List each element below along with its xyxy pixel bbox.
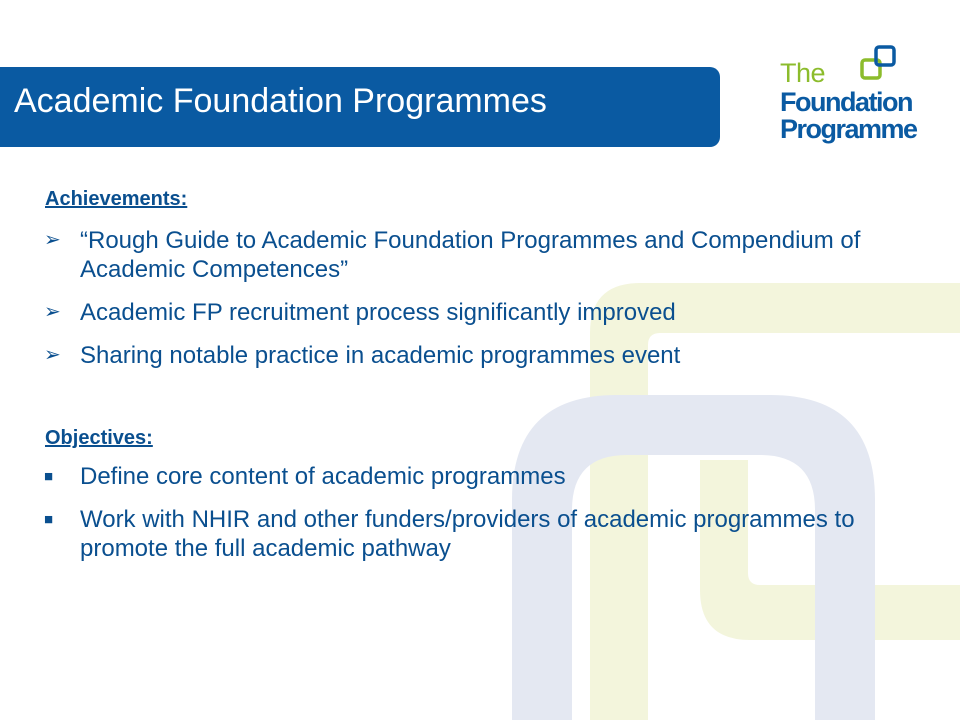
achievement-text: “Rough Guide to Academic Foundation Programmes and Compendium of Academic Competences” [80, 227, 861, 283]
foundation-programme-logo [780, 44, 922, 146]
arrow-bullet-icon: ➢ [44, 229, 61, 251]
objective-item [44, 462, 924, 491]
objective-text: Define core content of academic programmes [80, 463, 566, 490]
objective-text: Work with NHIR and other funders/providers of academic programmes to promote the full academic pathway [80, 506, 855, 562]
achievement-text: Academic FP recruitment process significantly improved [80, 299, 676, 326]
logo-text-programme: Programme [780, 114, 917, 144]
achievement-item [44, 341, 924, 370]
objectives-heading: Objectives: [45, 427, 153, 449]
logo-text-foundation: Foundation [780, 87, 912, 117]
square-bullet-icon: ■ [44, 511, 54, 528]
slide-title: Academic Foundation Programmes [14, 82, 547, 120]
arrow-bullet-icon: ➢ [44, 301, 61, 323]
achievements-heading: Achievements: [45, 188, 188, 210]
logo-squares-icon [858, 44, 908, 84]
logo-text-the: The [780, 58, 826, 88]
achievement-item [44, 226, 924, 284]
achievement-item [44, 298, 924, 327]
square-bullet-icon: ■ [44, 468, 54, 485]
achievement-text: Sharing notable practice in academic programmes event [80, 342, 681, 369]
arrow-bullet-icon: ➢ [44, 344, 61, 366]
objective-item [44, 505, 924, 563]
